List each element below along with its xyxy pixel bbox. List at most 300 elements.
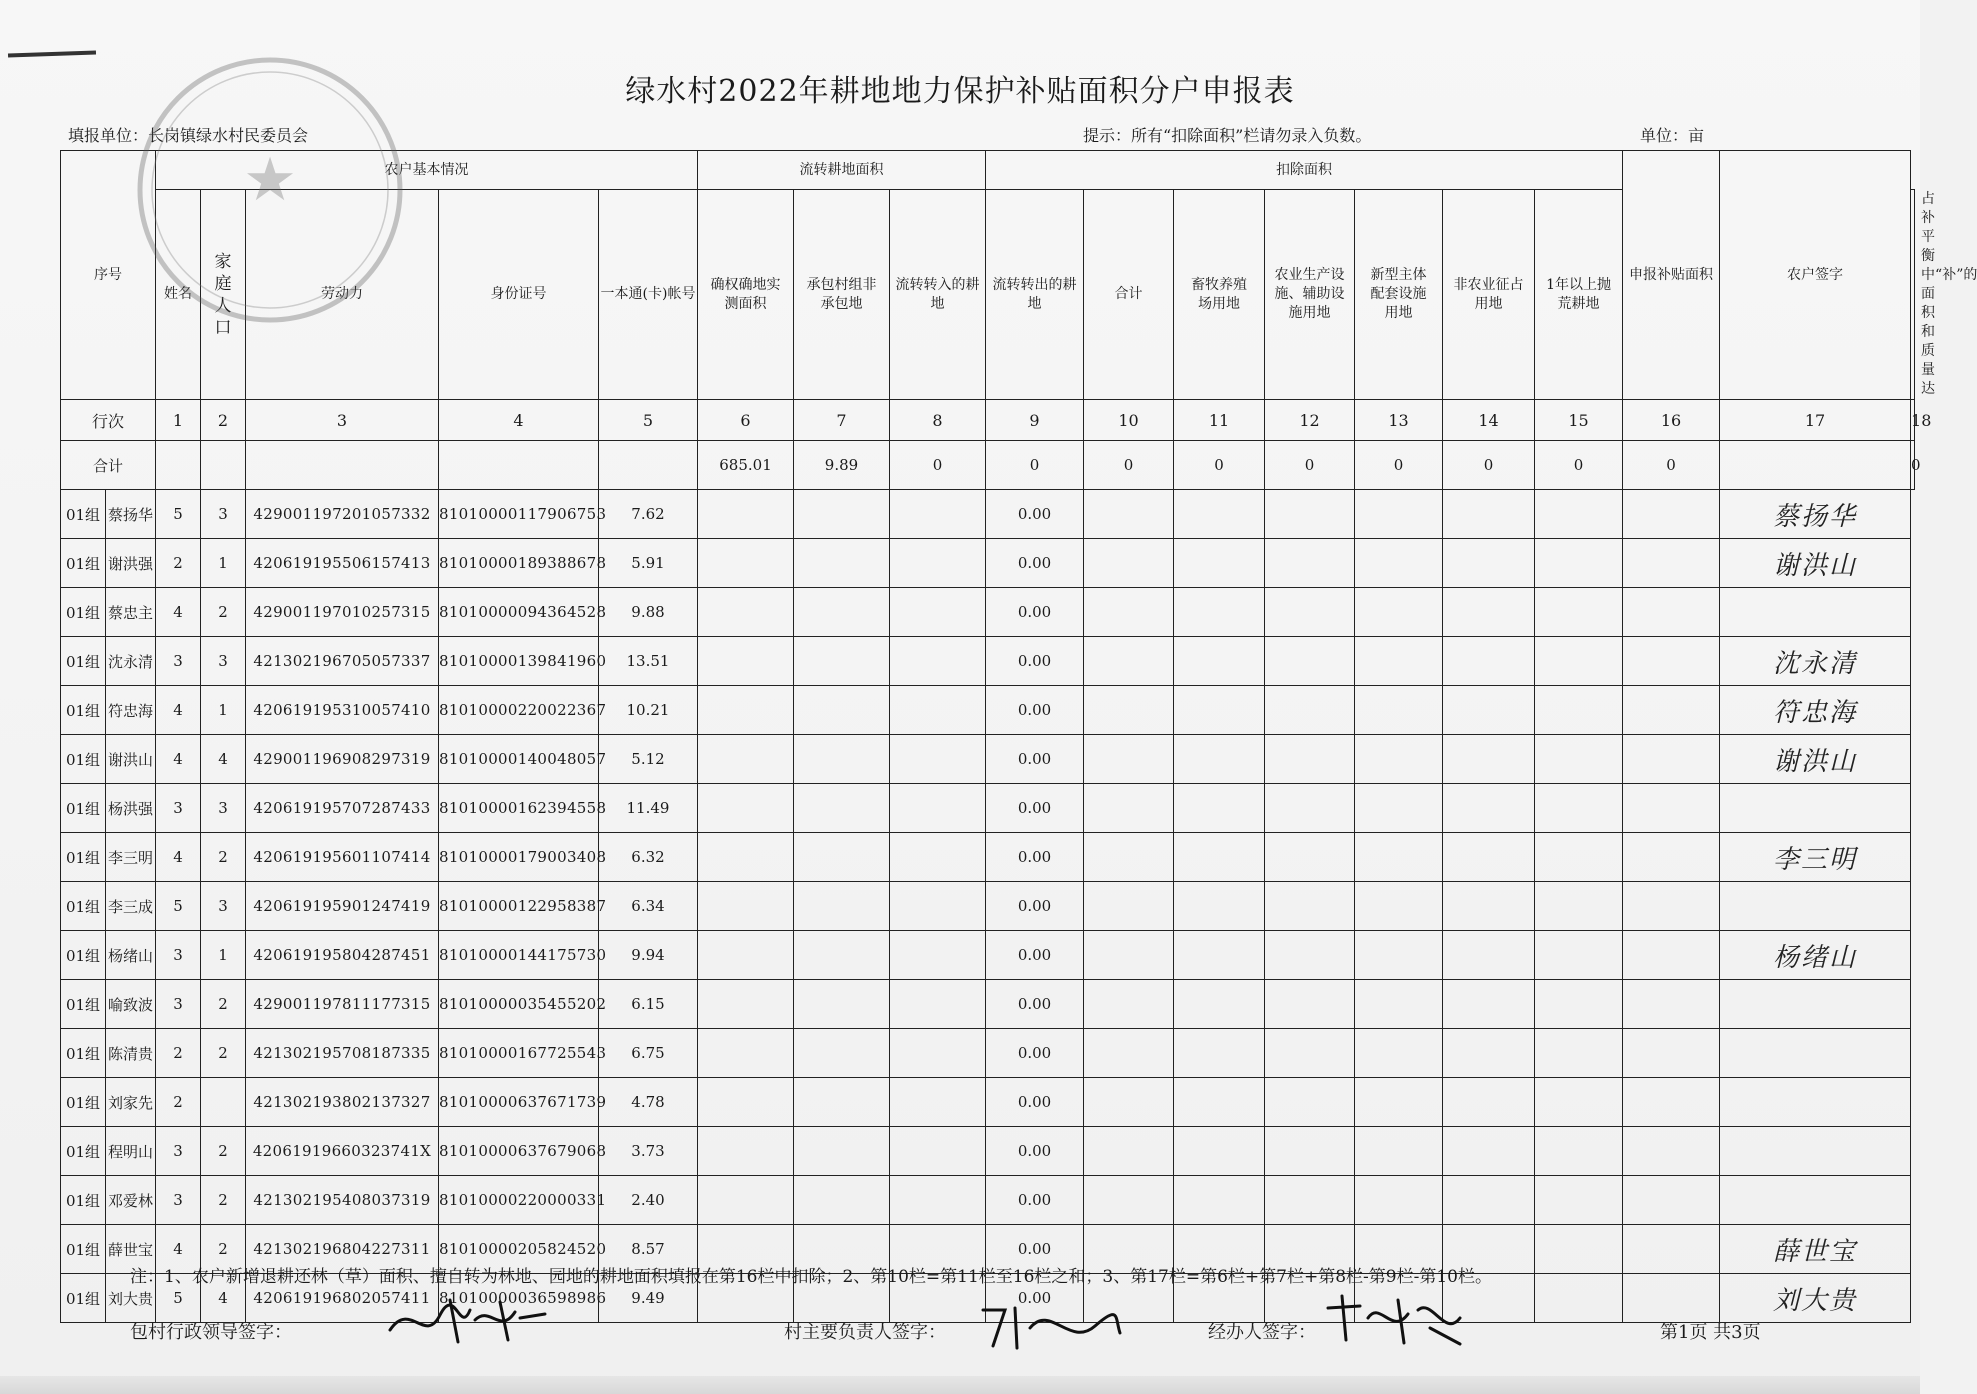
occupy-balance-cell <box>1535 980 1623 1029</box>
group-cell: 01组 <box>61 539 106 588</box>
group-cell: 01组 <box>61 980 106 1029</box>
new-entity-cell <box>1265 637 1355 686</box>
deduct-total-cell: 0.00 <box>986 980 1084 1029</box>
contracted-cell <box>698 931 794 980</box>
livestock-cell <box>1084 735 1174 784</box>
labor-cell: 4 <box>201 1274 246 1323</box>
new-entity-cell <box>1265 1029 1355 1078</box>
occupy-balance-cell <box>1535 686 1623 735</box>
name-cell: 刘家先 <box>106 1078 156 1127</box>
labor-cell: 3 <box>201 490 246 539</box>
table-row <box>61 833 1915 882</box>
labor-cell: 3 <box>201 637 246 686</box>
header-seq: 序号 <box>61 151 156 400</box>
header-labor: 劳动力 <box>246 190 439 400</box>
labor-cell: 2 <box>201 980 246 1029</box>
contracted-cell <box>698 1127 794 1176</box>
page-title: 绿水村2022年耕地地力保护补贴面积分户申报表 <box>625 74 1295 109</box>
table-row <box>61 980 1915 1029</box>
labor-cell: 2 <box>201 833 246 882</box>
new-entity-cell <box>1265 882 1355 931</box>
group-cell: 01组 <box>61 1274 106 1323</box>
account-cell: 81010000117906753 <box>439 490 599 539</box>
household-cell: 4 <box>156 588 201 637</box>
occupy-balance-cell <box>1535 1176 1623 1225</box>
non-agri-cell <box>1355 490 1443 539</box>
transfer-in-cell <box>794 1078 890 1127</box>
deduct-total-cell: 0.00 <box>986 1078 1084 1127</box>
household-cell: 2 <box>156 1029 201 1078</box>
group-cell: 01组 <box>61 686 106 735</box>
declared-cell <box>1623 490 1720 539</box>
livestock-cell <box>1084 833 1174 882</box>
declared-cell <box>1623 1274 1720 1323</box>
totals-col-3 <box>246 441 439 490</box>
declared-cell <box>1623 784 1720 833</box>
household-cell: 4 <box>156 1225 201 1274</box>
labor-cell: 2 <box>201 1176 246 1225</box>
new-entity-cell <box>1265 931 1355 980</box>
contracted-cell <box>698 637 794 686</box>
abandoned-cell <box>1443 931 1535 980</box>
id-number-cell: 429001197201057332 <box>246 490 439 539</box>
labor-cell: 1 <box>201 539 246 588</box>
livestock-cell <box>1084 539 1174 588</box>
group-cell: 01组 <box>61 833 106 882</box>
table-row <box>61 931 1915 980</box>
page-indicator: 第1页 共3页 <box>1660 1322 1761 1343</box>
transfer-in-cell <box>794 588 890 637</box>
signature-cell <box>1720 1274 1911 1323</box>
deduct-total-cell: 0.00 <box>986 882 1084 931</box>
transfer-out-cell <box>890 1127 986 1176</box>
footnote: 注：1、农户新增退耕还林（草）面积、擅自转为林地、园地的耕地面积填报在第16栏中扣除；2、第10栏=第11栏至16栏之和；3、第17栏=第6栏+第7栏+第8栏-第9栏-第10栏。 <box>130 1267 1492 1287</box>
header-deduct-group: 扣除面积 <box>986 151 1623 190</box>
id-number-cell: 421302196705057337 <box>246 637 439 686</box>
totals-row <box>61 441 1915 490</box>
area-cell: 9.49 <box>599 1274 698 1323</box>
livestock-cell <box>1084 980 1174 1029</box>
area-cell: 10.21 <box>599 686 698 735</box>
transfer-out-cell <box>890 637 986 686</box>
area-cell: 6.15 <box>599 980 698 1029</box>
contracted-cell <box>698 784 794 833</box>
header-total: 合计 <box>1084 190 1174 400</box>
abandoned-cell <box>1443 1078 1535 1127</box>
column-number-16: 16 <box>1623 400 1720 441</box>
area-cell: 6.34 <box>599 882 698 931</box>
transfer-out-cell <box>890 539 986 588</box>
contracted-cell <box>698 686 794 735</box>
fill-unit-label: 填报单位：长岗镇绿水村民委员会 <box>68 126 309 145</box>
name-cell: 符忠海 <box>106 686 156 735</box>
name-cell: 蔡扬华 <box>106 490 156 539</box>
village-head-signature-label: 村主要负责人签字： <box>784 1322 946 1343</box>
id-number-cell: 421302193802137327 <box>246 1078 439 1127</box>
abandoned-cell <box>1443 490 1535 539</box>
declared-cell <box>1623 833 1720 882</box>
account-cell: 81010000036598986 <box>439 1274 599 1323</box>
column-number-10: 10 <box>1084 400 1174 441</box>
non-agri-cell <box>1355 735 1443 784</box>
area-cell: 5.91 <box>599 539 698 588</box>
name-cell: 邓爱林 <box>106 1176 156 1225</box>
header-transfer-group: 流转耕地面积 <box>698 151 986 190</box>
farmer-handwritten-signature: 刘大贵 <box>1773 1285 1858 1316</box>
transfer-in-cell <box>794 882 890 931</box>
household-cell: 4 <box>156 833 201 882</box>
abandoned-cell <box>1443 686 1535 735</box>
labor-cell: 3 <box>201 882 246 931</box>
household-cell: 3 <box>156 637 201 686</box>
name-cell: 蔡忠主 <box>106 588 156 637</box>
area-cell: 9.94 <box>599 931 698 980</box>
agri-facility-cell <box>1174 784 1265 833</box>
scan-bottom-edge <box>0 1376 1920 1394</box>
header-occupy-balance: 占补平衡中“补”的面积和质量达 <box>1911 190 1915 400</box>
signature-cell <box>1720 931 1911 980</box>
column-number-17: 17 <box>1720 400 1911 441</box>
farmer-handwritten-signature: 谢洪山 <box>1773 746 1858 777</box>
agri-facility-cell <box>1174 539 1265 588</box>
row-index-label: 行次 <box>61 400 156 441</box>
deduct-total-cell: 0.00 <box>986 784 1084 833</box>
declared-cell <box>1623 931 1720 980</box>
contracted-cell <box>698 539 794 588</box>
new-entity-cell <box>1265 784 1355 833</box>
declared-cell <box>1623 686 1720 735</box>
transfer-out-cell <box>890 735 986 784</box>
new-entity-cell <box>1265 1127 1355 1176</box>
group-cell: 01组 <box>61 735 106 784</box>
id-number-cell: 429001197811177315 <box>246 980 439 1029</box>
declared-cell <box>1623 588 1720 637</box>
transfer-in-cell <box>794 784 890 833</box>
new-entity-cell <box>1265 735 1355 784</box>
deduct-total-cell: 0.00 <box>986 931 1084 980</box>
totals-label: 合计 <box>61 441 156 490</box>
account-cell: 81010000144175730 <box>439 931 599 980</box>
abandoned-cell <box>1443 735 1535 784</box>
livestock-cell <box>1084 637 1174 686</box>
name-cell: 沈永清 <box>106 637 156 686</box>
signature-cell <box>1720 1127 1911 1176</box>
livestock-cell <box>1084 1176 1174 1225</box>
non-agri-cell <box>1355 539 1443 588</box>
area-cell: 4.78 <box>599 1078 698 1127</box>
signature-cell <box>1720 637 1911 686</box>
signature-cell <box>1720 686 1911 735</box>
transfer-out-cell <box>890 1176 986 1225</box>
occupy-balance-cell <box>1535 490 1623 539</box>
deduct-total-cell: 0.00 <box>986 1274 1084 1323</box>
deduct-total-cell: 0.00 <box>986 588 1084 637</box>
column-number-5: 5 <box>599 400 698 441</box>
farmer-handwritten-signature: 谢洪山 <box>1773 550 1858 581</box>
declared-cell <box>1623 1127 1720 1176</box>
signature-cell <box>1720 882 1911 931</box>
non-agri-cell <box>1355 784 1443 833</box>
household-cell: 2 <box>156 1078 201 1127</box>
account-cell: 81010000167725543 <box>439 1029 599 1078</box>
header-agri-facility: 农业生产设施、辅助设施用地 <box>1265 190 1355 400</box>
account-cell: 81010000220022367 <box>439 686 599 735</box>
transfer-in-cell <box>794 539 890 588</box>
non-agri-cell <box>1355 882 1443 931</box>
id-number-cell: 42061919660323741X <box>246 1127 439 1176</box>
transfer-in-cell <box>794 1176 890 1225</box>
abandoned-cell <box>1443 784 1535 833</box>
handler-signature-label: 经办人签字： <box>1208 1322 1316 1343</box>
contracted-cell <box>698 833 794 882</box>
table-row <box>61 784 1915 833</box>
household-cell: 5 <box>156 490 201 539</box>
id-number-cell: 420619195310057410 <box>246 686 439 735</box>
svg-text:★: ★ <box>243 145 297 215</box>
header-new-entity: 新型主体配套设施用地 <box>1355 190 1443 400</box>
account-cell: 81010000220000331 <box>439 1176 599 1225</box>
farmer-handwritten-signature: 沈永清 <box>1773 648 1858 679</box>
transfer-out-cell <box>890 784 986 833</box>
totals-col-6: 685.01 <box>698 441 794 490</box>
account-cell: 81010000035455202 <box>439 980 599 1029</box>
totals-col-17 <box>1720 441 1911 490</box>
account-cell: 81010000637679068 <box>439 1127 599 1176</box>
table-row <box>61 1127 1915 1176</box>
abandoned-cell <box>1443 637 1535 686</box>
non-agri-cell <box>1355 588 1443 637</box>
household-cell: 5 <box>156 1274 201 1323</box>
transfer-out-cell <box>890 882 986 931</box>
totals-col-7: 9.89 <box>794 441 890 490</box>
livestock-cell <box>1084 1029 1174 1078</box>
table-row <box>61 588 1915 637</box>
account-cell: 81010000139841960 <box>439 637 599 686</box>
table-row <box>61 1029 1915 1078</box>
column-number-7: 7 <box>794 400 890 441</box>
id-number-cell: 420619195506157413 <box>246 539 439 588</box>
signature-cell <box>1720 490 1911 539</box>
occupy-balance-cell <box>1535 1225 1623 1274</box>
deduct-total-cell: 0.00 <box>986 637 1084 686</box>
area-cell: 6.32 <box>599 833 698 882</box>
header-declared: 申报补贴面积 <box>1623 151 1720 400</box>
totals-col-14: 0 <box>1443 441 1535 490</box>
header-household: 家庭人口 <box>201 190 246 400</box>
area-cell: 2.40 <box>599 1176 698 1225</box>
transfer-in-cell <box>794 833 890 882</box>
scan-corner-mark <box>8 50 96 57</box>
livestock-cell <box>1084 686 1174 735</box>
contracted-cell <box>698 882 794 931</box>
header-id: 身份证号 <box>439 190 599 400</box>
group-cell: 01组 <box>61 1078 106 1127</box>
deduct-total-cell: 0.00 <box>986 1029 1084 1078</box>
totals-col-18: 0 <box>1911 441 1915 490</box>
area-cell: 11.49 <box>599 784 698 833</box>
transfer-out-cell <box>890 980 986 1029</box>
transfer-out-cell <box>890 931 986 980</box>
transfer-in-cell <box>794 1127 890 1176</box>
agri-facility-cell <box>1174 882 1265 931</box>
column-number-9: 9 <box>986 400 1084 441</box>
group-cell: 01组 <box>61 490 106 539</box>
transfer-out-cell <box>890 686 986 735</box>
abandoned-cell <box>1443 539 1535 588</box>
group-cell: 01组 <box>61 931 106 980</box>
name-cell: 刘大贵 <box>106 1274 156 1323</box>
agri-facility-cell <box>1174 833 1265 882</box>
farmer-handwritten-signature: 薛世宝 <box>1773 1236 1858 1267</box>
signature-cell <box>1720 539 1911 588</box>
labor-cell: 2 <box>201 1029 246 1078</box>
totals-col-10: 0 <box>1084 441 1174 490</box>
occupy-balance-cell <box>1535 1029 1623 1078</box>
labor-cell: 2 <box>201 588 246 637</box>
name-cell: 杨洪强 <box>106 784 156 833</box>
totals-col-5 <box>599 441 698 490</box>
new-entity-cell <box>1265 588 1355 637</box>
name-cell: 李三成 <box>106 882 156 931</box>
agri-facility-cell <box>1174 735 1265 784</box>
household-cell: 3 <box>156 1127 201 1176</box>
column-number-14: 14 <box>1443 400 1535 441</box>
agri-facility-cell <box>1174 637 1265 686</box>
deduct-total-cell: 0.00 <box>986 1127 1084 1176</box>
abandoned-cell <box>1443 1176 1535 1225</box>
new-entity-cell <box>1265 1176 1355 1225</box>
account-cell: 81010000140048057 <box>439 735 599 784</box>
column-number-13: 13 <box>1355 400 1443 441</box>
deduct-total-cell: 0.00 <box>986 1225 1084 1274</box>
non-agri-cell <box>1355 1176 1443 1225</box>
id-number-cell: 429001197010257315 <box>246 588 439 637</box>
id-number-cell: 421302195408037319 <box>246 1176 439 1225</box>
column-number-2: 2 <box>201 400 246 441</box>
transfer-in-cell <box>794 490 890 539</box>
labor-cell <box>201 1078 246 1127</box>
labor-cell: 4 <box>201 735 246 784</box>
column-number-3: 3 <box>246 400 439 441</box>
header-non-agri: 非农业征占用地 <box>1443 190 1535 400</box>
header-signature: 农户签字 <box>1720 151 1911 400</box>
transfer-in-cell <box>794 1029 890 1078</box>
transfer-in-cell <box>794 931 890 980</box>
household-cell: 4 <box>156 686 201 735</box>
totals-col-9: 0 <box>986 441 1084 490</box>
occupy-balance-cell <box>1535 588 1623 637</box>
column-number-8: 8 <box>890 400 986 441</box>
household-cell: 3 <box>156 980 201 1029</box>
name-cell: 谢洪强 <box>106 539 156 588</box>
declared-cell <box>1623 637 1720 686</box>
new-entity-cell <box>1265 980 1355 1029</box>
household-cell: 2 <box>156 539 201 588</box>
totals-col-12: 0 <box>1265 441 1355 490</box>
non-agri-cell <box>1355 833 1443 882</box>
occupy-balance-cell <box>1535 1127 1623 1176</box>
new-entity-cell <box>1265 490 1355 539</box>
group-cell: 01组 <box>61 1176 106 1225</box>
declared-cell <box>1623 1176 1720 1225</box>
occupy-balance-cell <box>1535 784 1623 833</box>
farmer-handwritten-signature: 符忠海 <box>1773 697 1858 728</box>
agri-facility-cell <box>1174 1029 1265 1078</box>
column-number-18: 18 <box>1911 400 1915 441</box>
signature-cell <box>1720 735 1911 784</box>
agri-facility-cell <box>1174 1176 1265 1225</box>
area-cell: 8.57 <box>599 1225 698 1274</box>
table-row <box>61 539 1915 588</box>
contracted-cell <box>698 588 794 637</box>
contracted-cell <box>698 735 794 784</box>
unit-label: 单位：亩 <box>1640 126 1705 145</box>
household-cell: 5 <box>156 882 201 931</box>
signature-cell <box>1720 1176 1911 1225</box>
occupy-balance-cell <box>1535 539 1623 588</box>
household-cell: 3 <box>156 931 201 980</box>
non-agri-cell <box>1355 686 1443 735</box>
id-number-cell: 420619195804287451 <box>246 931 439 980</box>
header-abandoned: 1年以上抛荒耕地 <box>1535 190 1623 400</box>
non-agri-cell <box>1355 931 1443 980</box>
header-contracted: 承包村组非承包地 <box>794 190 890 400</box>
name-cell: 薛世宝 <box>106 1225 156 1274</box>
abandoned-cell <box>1443 1029 1535 1078</box>
id-number-cell: 420619195601107414 <box>246 833 439 882</box>
contracted-cell <box>698 490 794 539</box>
non-agri-cell <box>1355 1078 1443 1127</box>
area-cell: 13.51 <box>599 637 698 686</box>
new-entity-cell <box>1265 539 1355 588</box>
area-cell: 3.73 <box>599 1127 698 1176</box>
header-name: 姓名 <box>156 190 201 400</box>
name-cell: 陈清贵 <box>106 1029 156 1078</box>
farmer-handwritten-signature: 蔡扬华 <box>1773 501 1858 532</box>
non-agri-cell <box>1355 1127 1443 1176</box>
table-row <box>61 686 1915 735</box>
livestock-cell <box>1084 784 1174 833</box>
totals-col-4 <box>439 441 599 490</box>
livestock-cell <box>1084 1078 1174 1127</box>
account-cell: 81010000162394558 <box>439 784 599 833</box>
account-cell: 81010000189388678 <box>439 539 599 588</box>
signature-cell <box>1720 980 1911 1029</box>
agri-facility-cell <box>1174 490 1265 539</box>
occupy-balance-cell <box>1535 1274 1623 1323</box>
transfer-in-cell <box>794 980 890 1029</box>
table-row <box>61 735 1915 784</box>
occupy-balance-cell <box>1535 833 1623 882</box>
id-number-cell: 429001196908297319 <box>246 735 439 784</box>
area-cell: 7.62 <box>599 490 698 539</box>
account-cell: 81010000122958387 <box>439 882 599 931</box>
header-transfer-in: 流转转入的耕地 <box>890 190 986 400</box>
totals-col-8: 0 <box>890 441 986 490</box>
column-number-4: 4 <box>439 400 599 441</box>
table-row <box>61 490 1915 539</box>
totals-col-11: 0 <box>1174 441 1265 490</box>
occupy-balance-cell <box>1535 931 1623 980</box>
totals-col-13: 0 <box>1355 441 1443 490</box>
signature-cell <box>1720 833 1911 882</box>
account-cell: 81010000179003408 <box>439 833 599 882</box>
signature-cell <box>1720 1078 1911 1127</box>
contracted-cell <box>698 980 794 1029</box>
abandoned-cell <box>1443 980 1535 1029</box>
totals-col-1 <box>156 441 201 490</box>
signature-cell <box>1720 588 1911 637</box>
